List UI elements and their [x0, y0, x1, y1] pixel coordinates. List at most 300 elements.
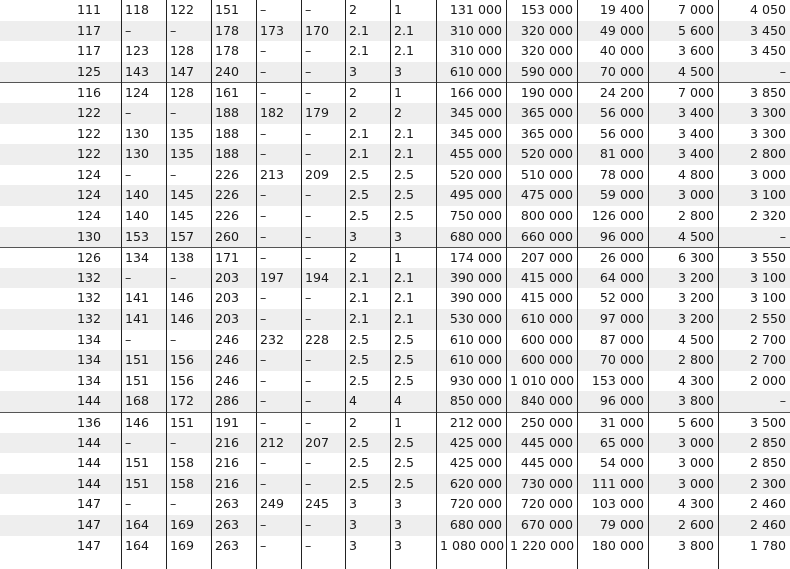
- table-cell: 169: [170, 517, 195, 532]
- table-cell: 2.1: [394, 43, 415, 59]
- table-cell: 680 000: [449, 517, 502, 532]
- table-cell: –: [260, 455, 267, 471]
- table-cell: –: [305, 43, 312, 59]
- table-cell: 130: [125, 125, 150, 141]
- table-cell: 2.5: [349, 372, 370, 388]
- table-cell: 6 300: [677, 250, 714, 266]
- table-cell: –: [260, 125, 267, 141]
- table-cell: 2.5: [394, 187, 415, 203]
- table-cell: 610 000: [520, 311, 573, 326]
- table-cell: 81 000: [599, 146, 644, 162]
- table-cell: 172: [170, 393, 195, 409]
- table-cell: 2 550: [749, 311, 786, 326]
- table-cell: –: [305, 2, 312, 17]
- table-cell: 188: [215, 146, 240, 162]
- table-cell: 213: [260, 166, 285, 182]
- table-cell: 3 200: [677, 311, 714, 326]
- table-cell: 2.5: [349, 166, 370, 182]
- table-cell: 191: [215, 415, 240, 430]
- table-cell: 54 000: [599, 455, 644, 471]
- table-cell: 720 000: [449, 496, 502, 512]
- table-cell: 249: [260, 496, 285, 512]
- table-cell: 3 100: [749, 269, 786, 285]
- table-cell: 124: [76, 166, 101, 182]
- table-cell: 140: [125, 187, 150, 203]
- table-cell: 178: [215, 22, 240, 38]
- table-cell: 228: [305, 331, 330, 347]
- table-cell: –: [305, 187, 312, 203]
- table-cell: 930 000: [449, 372, 502, 388]
- table-cell: 144: [76, 475, 101, 491]
- table-cell: 153 000: [520, 2, 573, 17]
- table-cell: 310 000: [449, 43, 502, 59]
- table-cell: 122: [76, 146, 101, 162]
- table-cell: 2.5: [349, 434, 370, 450]
- table-cell: 286: [215, 393, 240, 409]
- table-cell: 2 460: [749, 496, 786, 512]
- table-cell: –: [260, 208, 267, 223]
- table-cell: 415 000: [520, 290, 573, 306]
- table-row: [0, 453, 790, 474]
- table-cell: –: [260, 352, 267, 368]
- table-cell: 240: [215, 63, 240, 79]
- table-cell: –: [170, 496, 177, 512]
- table-cell: 1: [394, 2, 403, 17]
- table-cell: –: [305, 311, 312, 326]
- table-cell: 2.5: [394, 331, 415, 347]
- table-cell: 56 000: [599, 105, 644, 120]
- column-divider: [121, 0, 122, 569]
- column-divider: [301, 0, 302, 569]
- table-cell: 2.1: [349, 22, 370, 38]
- table-cell: 118: [125, 2, 150, 17]
- table-cell: –: [305, 352, 312, 368]
- table-cell: 590 000: [520, 63, 573, 79]
- table-cell: 216: [215, 475, 240, 491]
- table-cell: 2.1: [349, 43, 370, 59]
- table-cell: –: [305, 208, 312, 223]
- table-cell: 171: [215, 250, 240, 266]
- table-row: [0, 41, 790, 62]
- table-cell: 190 000: [520, 85, 573, 101]
- table-cell: 134: [76, 331, 101, 347]
- table-cell: 1 080 000: [440, 537, 505, 553]
- column-divider: [577, 0, 578, 569]
- table-cell: 117: [76, 22, 101, 38]
- table-cell: 145: [170, 208, 195, 223]
- table-cell: 3: [349, 496, 358, 512]
- table-cell: 132: [76, 290, 101, 306]
- table-cell: 3 200: [677, 269, 714, 285]
- table-cell: 4: [394, 393, 403, 409]
- table-cell: 216: [215, 434, 240, 450]
- table-row: [0, 227, 790, 248]
- table-cell: 520 000: [449, 166, 502, 182]
- table-cell: –: [170, 269, 177, 285]
- table-cell: 194: [305, 269, 330, 285]
- table-cell: 2 850: [749, 455, 786, 471]
- table-cell: 445 000: [520, 455, 573, 471]
- table-row: [0, 62, 790, 83]
- table-cell: 2.1: [349, 269, 370, 285]
- table-cell: –: [305, 455, 312, 471]
- table-cell: 365 000: [520, 105, 573, 120]
- table-cell: 610 000: [449, 63, 502, 79]
- table-cell: –: [305, 250, 312, 266]
- table-cell: 620 000: [449, 475, 502, 491]
- table-cell: 475 000: [520, 187, 573, 203]
- table-cell: 209: [305, 166, 330, 182]
- table-cell: 128: [170, 43, 195, 59]
- table-row: [0, 144, 790, 165]
- table-cell: 263: [215, 537, 240, 553]
- table-cell: 310 000: [449, 22, 502, 38]
- table-cell: –: [125, 496, 132, 512]
- table-cell: 2.5: [349, 208, 370, 223]
- table-row: [0, 536, 790, 557]
- table-row: [0, 82, 790, 103]
- table-cell: 24 200: [599, 85, 644, 101]
- table-cell: –: [260, 2, 267, 17]
- table-cell: 226: [215, 166, 240, 182]
- table-cell: 390 000: [449, 290, 502, 306]
- table-cell: 131 000: [449, 2, 502, 17]
- table-cell: 212: [260, 434, 285, 450]
- table-cell: 2.1: [394, 125, 415, 141]
- table-cell: 141: [125, 290, 150, 306]
- table-cell: 3 450: [749, 22, 786, 38]
- table-cell: 4 300: [677, 372, 714, 388]
- table-cell: 3 000: [677, 475, 714, 491]
- table-cell: –: [125, 434, 132, 450]
- table-cell: 3 600: [677, 43, 714, 59]
- table-cell: –: [305, 372, 312, 388]
- table-cell: 79 000: [599, 517, 644, 532]
- table-cell: –: [305, 63, 312, 79]
- table-cell: 226: [215, 187, 240, 203]
- table-cell: 70 000: [599, 63, 644, 79]
- table-cell: 97 000: [599, 311, 644, 326]
- table-cell: 151: [170, 415, 195, 430]
- table-cell: –: [260, 250, 267, 266]
- table-cell: 158: [170, 475, 195, 491]
- table-cell: 2.1: [394, 22, 415, 38]
- table-cell: 138: [170, 250, 195, 266]
- table-cell: –: [260, 290, 267, 306]
- table-cell: 111 000: [591, 475, 644, 491]
- table-cell: 3 800: [677, 537, 714, 553]
- table-cell: 2.5: [349, 187, 370, 203]
- table-cell: –: [305, 125, 312, 141]
- table-cell: 40 000: [599, 43, 644, 59]
- table-cell: 151: [125, 475, 150, 491]
- table-cell: 182: [260, 105, 285, 120]
- table-cell: –: [305, 475, 312, 491]
- table-cell: –: [260, 311, 267, 326]
- table-cell: 178: [215, 43, 240, 59]
- table-cell: 147: [170, 63, 195, 79]
- table-cell: 246: [215, 372, 240, 388]
- table-cell: 144: [76, 434, 101, 450]
- table-cell: –: [260, 43, 267, 59]
- column-divider: [718, 0, 719, 569]
- column-divider: [506, 0, 507, 569]
- table-cell: 495 000: [449, 187, 502, 203]
- table-cell: 840 000: [520, 393, 573, 409]
- table-cell: 116: [76, 85, 101, 101]
- table-cell: 3 400: [677, 146, 714, 162]
- table-cell: 2.1: [394, 311, 415, 326]
- table-cell: 146: [170, 290, 195, 306]
- table-cell: 31 000: [599, 415, 644, 430]
- table-cell: 122: [76, 105, 101, 120]
- table-cell: 226: [215, 208, 240, 223]
- table-cell: 2: [349, 85, 358, 101]
- table-cell: 156: [170, 352, 195, 368]
- table-cell: 147: [76, 496, 101, 512]
- table-cell: 3 000: [677, 455, 714, 471]
- table-row: [0, 309, 790, 330]
- table-cell: 87 000: [599, 331, 644, 347]
- table-cell: 3: [349, 63, 358, 79]
- table-cell: 134: [76, 372, 101, 388]
- table-cell: 345 000: [449, 125, 502, 141]
- table-cell: 600 000: [520, 352, 573, 368]
- table-cell: 2: [394, 105, 403, 120]
- table-cell: 134: [125, 250, 150, 266]
- table-cell: 610 000: [449, 352, 502, 368]
- table-cell: 510 000: [520, 166, 573, 182]
- table-cell: 169: [170, 537, 195, 553]
- table-cell: –: [305, 517, 312, 532]
- table-cell: 670 000: [520, 517, 573, 532]
- table-cell: 2.5: [349, 352, 370, 368]
- table-cell: 3 000: [677, 187, 714, 203]
- table-cell: –: [305, 85, 312, 101]
- table-cell: 250 000: [520, 415, 573, 430]
- table-cell: 147: [76, 517, 101, 532]
- table-cell: 2 460: [749, 517, 786, 532]
- table-cell: –: [170, 166, 177, 182]
- table-cell: 2.5: [394, 434, 415, 450]
- table-cell: 3: [394, 496, 403, 512]
- table-cell: 65 000: [599, 434, 644, 450]
- table-cell: 246: [215, 331, 240, 347]
- table-cell: 390 000: [449, 269, 502, 285]
- table-cell: –: [170, 434, 177, 450]
- column-divider: [256, 0, 257, 569]
- table-cell: 3 300: [749, 105, 786, 120]
- table-cell: 136: [76, 415, 101, 430]
- table-cell: 3: [394, 228, 403, 244]
- table-cell: 146: [125, 415, 150, 430]
- table-row: [0, 206, 790, 227]
- column-divider: [211, 0, 212, 569]
- table-cell: 2.1: [394, 146, 415, 162]
- table-cell: 3 450: [749, 43, 786, 59]
- table-cell: 2 800: [749, 146, 786, 162]
- table-cell: 164: [125, 517, 150, 532]
- table-cell: 2.1: [394, 290, 415, 306]
- table-cell: –: [125, 166, 132, 182]
- table-cell: 680 000: [449, 228, 502, 244]
- table-cell: 111: [76, 2, 101, 17]
- table-cell: 117: [76, 43, 101, 59]
- table-cell: 1: [394, 415, 403, 430]
- table-row: [0, 474, 790, 495]
- table-cell: 103 000: [591, 496, 644, 512]
- table-cell: 2.5: [394, 166, 415, 182]
- column-divider: [648, 0, 649, 569]
- table-row: [0, 0, 790, 21]
- table-cell: 2 700: [749, 352, 786, 368]
- table-row: [0, 124, 790, 145]
- table-cell: 3: [349, 228, 358, 244]
- table-cell: 157: [170, 228, 195, 244]
- table-cell: 2.5: [394, 372, 415, 388]
- table-cell: 212 000: [449, 415, 502, 430]
- table-cell: 600 000: [520, 331, 573, 347]
- table-cell: 263: [215, 517, 240, 532]
- table-cell: 59 000: [599, 187, 644, 203]
- table-cell: 135: [170, 125, 195, 141]
- table-cell: 141: [125, 311, 150, 326]
- table-cell: 144: [76, 393, 101, 409]
- table-cell: 520 000: [520, 146, 573, 162]
- table-cell: 126: [76, 250, 101, 266]
- table-cell: 2: [349, 250, 358, 266]
- table-cell: 52 000: [599, 290, 644, 306]
- table-cell: 19 400: [599, 2, 644, 17]
- table-cell: 56 000: [599, 125, 644, 141]
- table-cell: –: [305, 228, 312, 244]
- table-cell: 425 000: [449, 434, 502, 450]
- table-cell: 850 000: [449, 393, 502, 409]
- table-cell: 750 000: [449, 208, 502, 223]
- table-cell: 2: [349, 2, 358, 17]
- table-cell: –: [260, 146, 267, 162]
- table-cell: 3 400: [677, 105, 714, 120]
- table-cell: 2.5: [394, 352, 415, 368]
- table-cell: 2 000: [749, 372, 786, 388]
- table-cell: 3 300: [749, 125, 786, 141]
- column-divider: [436, 0, 437, 569]
- table-cell: –: [260, 372, 267, 388]
- table-cell: 7 000: [677, 85, 714, 101]
- table-cell: 134: [76, 352, 101, 368]
- table-cell: 96 000: [599, 393, 644, 409]
- table-cell: 2 800: [677, 208, 714, 223]
- table-cell: 2.5: [394, 475, 415, 491]
- table-cell: 166 000: [449, 85, 502, 101]
- table-cell: 161: [215, 85, 240, 101]
- table-cell: 151: [125, 372, 150, 388]
- table-cell: 123: [125, 43, 150, 59]
- table-cell: 168: [125, 393, 150, 409]
- table-cell: 3 550: [749, 250, 786, 266]
- table-cell: 164: [125, 537, 150, 553]
- table-cell: 3: [394, 517, 403, 532]
- table-row: [0, 165, 790, 186]
- table-cell: 153 000: [591, 372, 644, 388]
- table-cell: 197: [260, 269, 285, 285]
- table-cell: –: [260, 63, 267, 79]
- table-cell: –: [260, 393, 267, 409]
- table-cell: 3 800: [677, 393, 714, 409]
- table-cell: 156: [170, 372, 195, 388]
- table-cell: –: [779, 228, 786, 244]
- table-cell: 2.1: [349, 311, 370, 326]
- table-cell: –: [260, 85, 267, 101]
- table-cell: 4 500: [677, 228, 714, 244]
- column-divider: [390, 0, 391, 569]
- table-cell: –: [170, 331, 177, 347]
- table-cell: 49 000: [599, 22, 644, 38]
- table-cell: –: [260, 537, 267, 553]
- table-cell: 135: [170, 146, 195, 162]
- table-cell: 2.5: [349, 455, 370, 471]
- table-cell: 232: [260, 331, 285, 347]
- table-cell: 3 850: [749, 85, 786, 101]
- table-cell: 2.1: [349, 290, 370, 306]
- table-cell: 96 000: [599, 228, 644, 244]
- table-cell: 2 850: [749, 434, 786, 450]
- table-cell: 203: [215, 311, 240, 326]
- table-cell: 3 500: [749, 415, 786, 430]
- table-cell: 146: [170, 311, 195, 326]
- table-cell: 246: [215, 352, 240, 368]
- table-cell: 3 200: [677, 290, 714, 306]
- table-cell: –: [170, 22, 177, 38]
- table-row: [0, 350, 790, 371]
- table-cell: 158: [170, 455, 195, 471]
- table-cell: 144: [76, 455, 101, 471]
- table-cell: 320 000: [520, 22, 573, 38]
- table-cell: 153: [125, 228, 150, 244]
- table-cell: 78 000: [599, 166, 644, 182]
- table-cell: –: [260, 228, 267, 244]
- table-cell: –: [125, 105, 132, 120]
- table-cell: –: [305, 146, 312, 162]
- table-cell: 2 600: [677, 517, 714, 532]
- table-cell: 4 500: [677, 331, 714, 347]
- table-cell: 126 000: [591, 208, 644, 223]
- table-cell: 124: [76, 187, 101, 203]
- table-cell: 179: [305, 105, 330, 120]
- table-cell: 4 050: [749, 2, 786, 17]
- table-cell: 128: [170, 85, 195, 101]
- table-cell: 2 320: [749, 208, 786, 223]
- table-cell: 1: [394, 85, 403, 101]
- table-cell: 2: [349, 415, 358, 430]
- table-cell: –: [305, 537, 312, 553]
- table-cell: 132: [76, 269, 101, 285]
- table-row: [0, 288, 790, 309]
- table-cell: 2 300: [749, 475, 786, 491]
- table-cell: 147: [76, 537, 101, 553]
- table-cell: –: [170, 105, 177, 120]
- table-cell: 455 000: [449, 146, 502, 162]
- table-cell: 5 600: [677, 415, 714, 430]
- table-row: [0, 330, 790, 351]
- table-cell: –: [260, 187, 267, 203]
- table-cell: 132: [76, 311, 101, 326]
- table-cell: –: [260, 415, 267, 430]
- table-cell: 203: [215, 269, 240, 285]
- table-cell: 173: [260, 22, 285, 38]
- table-cell: 4: [349, 393, 358, 409]
- table-cell: 3 400: [677, 125, 714, 141]
